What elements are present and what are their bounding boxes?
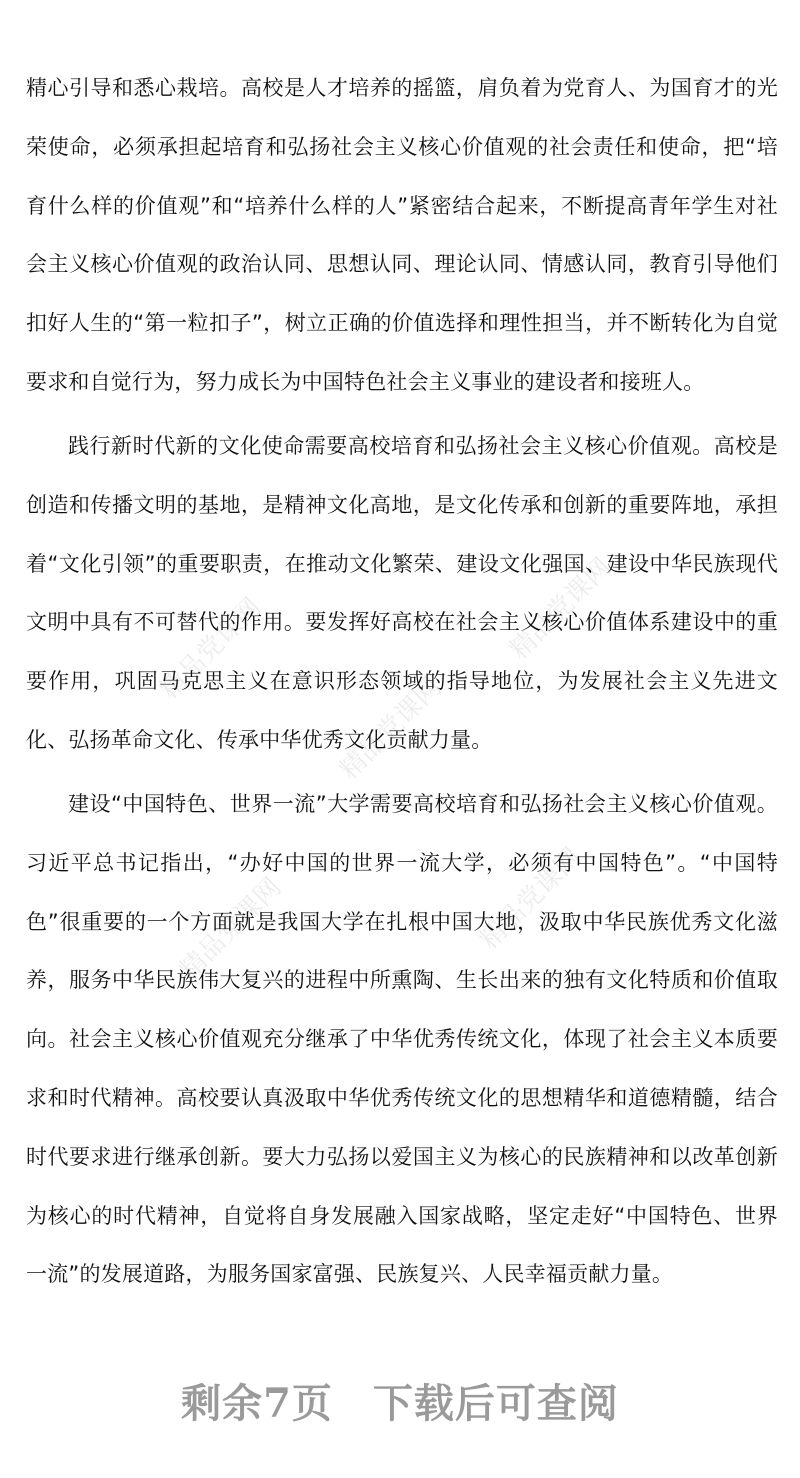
watermark-text: 精品党课网	[504, 552, 618, 666]
download-prompt[interactable]	[0, 1372, 800, 1429]
remaining-pages-label: 剩余7页	[181, 1380, 333, 1427]
watermark-text: 精品党课网	[474, 842, 588, 956]
body-paragraph-1: 精心引导和悉心栽培。高校是人才培养的摇篮，肩负着为党育人、为国育才的光荣使命，必须承担起培育和弘扬社会主义核心价值观的社会责任和使命，把“培育什么样的价值观”和“培养什么样的人”紧密结合起来，不断提高青年学生对社会主义核心价值观的政治认同、思想认同、理论认同、情感认同，教育引导他们扣好人生的“第一粒扣子”，树立正确的价值选择和理性担当，并不断转化为自觉要求和自觉行为，努力成长为中国特色社会主义事业的建设者和接班人。	[26, 76, 778, 394]
body-paragraph-2: 践行新时代新的文化使命需要高校培育和弘扬社会主义核心价值观。高校是创造和传播文明的基地，是精神文化高地，是文化传承和创新的重要阵地，承担着“文化引领”的重要职责，在推动文化繁荣、建设文化强国、建设中华民族现代文明中具有不可替代的作用。要发挥好高校在社会主义核心价值体系建设中的重要作用，巩固马克思主义在意识形态领域的指导地位，为发展社会主义先进文化、弘扬革命文化、传承中华优秀文化贡献力量。	[26, 434, 778, 752]
watermark-text: 精品党课网	[334, 672, 448, 786]
watermark-text: 精品党课网	[174, 872, 288, 986]
watermark-text: 精品党课网	[154, 592, 268, 706]
download-to-view-label: 下载后可查阅	[372, 1380, 619, 1427]
body-paragraph-3: 建设“中国特色、世界一流”大学需要高校培育和弘扬社会主义核心价值观。习近平总书记指出，“办好中国的世界一流大学，必须有中国特色”。“中国特色”很重要的一个方面就是我国大学在扎根中国大地，汲取中华民族优秀文化滋养，服务中华民族伟大复兴的进程中所熏陶、生长出来的独有文化特质和价值取向。社会主义核心价值观充分继承了中华优秀传统文化，体现了社会主义本质要求和时代精神。高校要认真汲取中华优秀传统文化的思想精华和道德精髓，结合时代要求进行继承创新。要大力弘扬以爱国主义为核心的民族精神和以改革创新为核心的时代精神，自觉将自身发展融入国家战略，坚定走好“中国特色、世界一流”的发展道路，为服务国家富强、民族复兴、人民幸福贡献力量。	[26, 792, 778, 1287]
